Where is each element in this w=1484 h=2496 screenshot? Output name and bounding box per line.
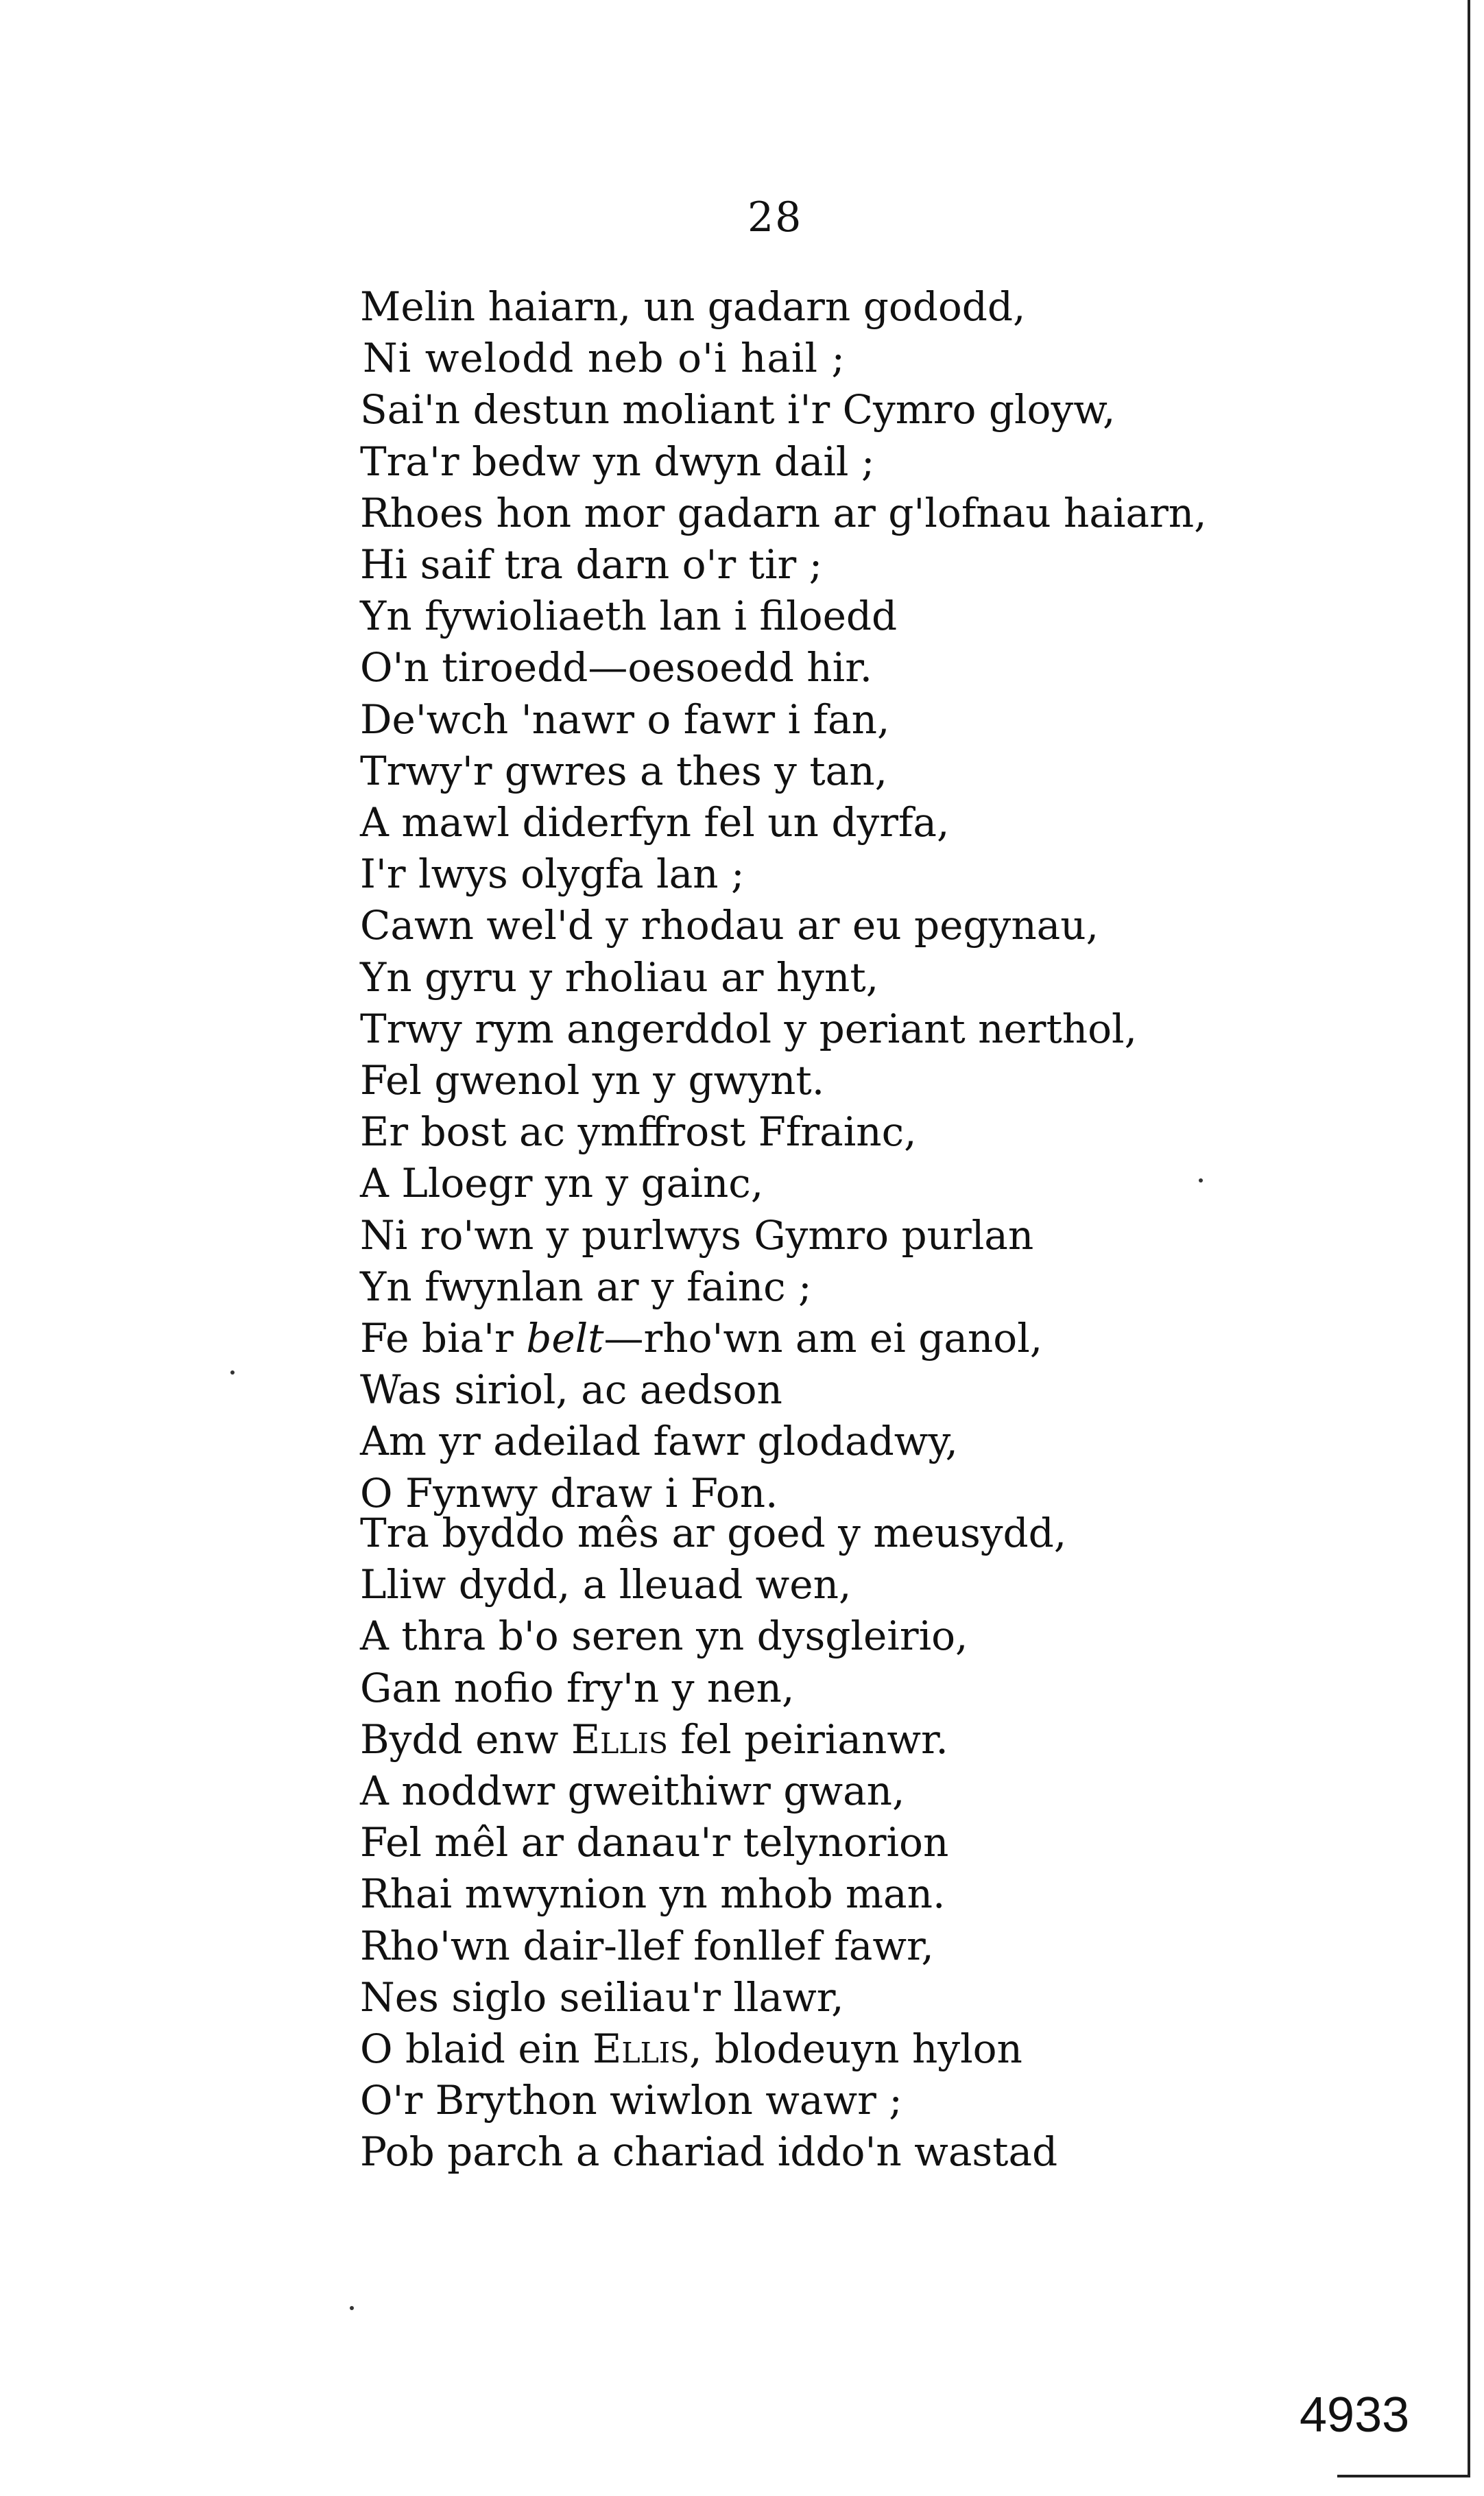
verse-line: Cawn wel'd y rhodau ar eu pegynau, [360, 902, 1099, 949]
verse-line: Rhai mwynion yn mhob man. [360, 1870, 946, 1918]
verse-line [360, 1313, 1207, 1364]
verse-line: Nes siglo seiliau'r llawr, [360, 1973, 844, 2021]
verse-line: Hi saif tra darn o'r tir ; [360, 541, 823, 589]
print-speck [350, 2306, 354, 2310]
verse-line: Am yr adeilad fawr glodadwy, [360, 1418, 958, 1465]
verse-line: Pob parch a chariad iddo'n wastad [360, 2128, 1058, 2176]
verse-line: Ni ro'wn y purlwys Gymro purlan [360, 1211, 1034, 1259]
verse-line: Er bost ac ymffrost Ffrainc, [360, 1108, 917, 1156]
catalog-number: 4933 [1300, 2388, 1410, 2442]
verse-line: Trwy rym angerddol y periant nerthol, [360, 1005, 1138, 1052]
verse-line: Tra byddo mês ar goed y meusydd, [360, 1510, 1067, 1556]
stanza-2 [360, 1508, 1066, 2178]
stanza-1 [360, 281, 1207, 1519]
verse-line: A noddwr gweithiwr gwan, [360, 1768, 905, 1815]
verse-line: I'r lwys olygfa lan ; [360, 851, 745, 898]
verse-line-text: Fe bia'r [360, 1315, 527, 1362]
verse-line: O Fynwy draw i Fon. [360, 1469, 778, 1517]
verse-line: O'n tiroedd—oesoedd hir. [360, 644, 873, 691]
verse-line-smallcaps: Ellis [571, 1715, 668, 1763]
verse-line: Yn gyru y rholiau ar hynt, [360, 953, 879, 1001]
verse-line: De'wch 'nawr o fawr i fan, [360, 696, 890, 743]
corner-rule-vertical [1468, 0, 1470, 2477]
verse-line: Fel gwenol yn y gwynt. [360, 1057, 825, 1104]
print-speck [230, 1370, 235, 1375]
verse-line: Tra'r bedw yn dwyn dail ; [360, 438, 875, 485]
verse-line: Melin haiarn, un gadarn gododd, [360, 283, 1026, 330]
verse-line: Lliw dydd, a lleuad wen, [360, 1561, 852, 1608]
verse-line: Fel mêl ar danau'r telynorion [360, 1819, 949, 1866]
verse-line: Was siriol, ac aedson [360, 1366, 782, 1414]
print-speck [1199, 1178, 1203, 1182]
verse-line-text: Bydd enw [360, 1715, 571, 1763]
verse-line: Sai'n destun moliant i'r Cymro gloyw, [360, 386, 1116, 433]
corner-rule-horizontal [1337, 2475, 1470, 2477]
verse-line: Trwy'r gwres a thes y tan, [360, 747, 888, 794]
verse-line [360, 1714, 1066, 1766]
verse-line-smallcaps: Ellis [593, 2025, 690, 2073]
verse-line-text: fel peirianwr. [667, 1715, 948, 1763]
verse-line: Yn fywioliaeth lan i filoedd [360, 593, 898, 640]
verse-line: Ni welodd neb o'i hail ; [363, 335, 846, 382]
verse-line-text: , blodeuyn hylon [689, 2025, 1022, 2073]
verse-line [360, 2023, 1066, 2075]
verse-line-text: O blaid ein [360, 2025, 593, 2073]
verse-line: A mawl diderfyn fel un dyrfa, [360, 799, 950, 846]
page-number: 28 [747, 193, 803, 241]
verse-line-text: —rho'wn am ei ganol, [603, 1315, 1043, 1362]
verse-line: Rho'wn dair-llef fonllef fawr, [360, 1922, 934, 1969]
verse-line: O'r Brython wiwlon wawr ; [360, 2077, 902, 2124]
verse-line: A Lloegr yn y gainc, [360, 1160, 764, 1207]
verse-line: Gan nofio fry'n y nen, [360, 1664, 795, 1711]
verse-line: Rhoes hon mor gadarn ar g'lofnau haiarn, [360, 489, 1207, 536]
verse-line-italic: belt [526, 1315, 604, 1362]
verse-line: A thra b'o seren yn dysgleirio, [360, 1613, 968, 1660]
verse-line: Yn fwynlan ar y fainc ; [360, 1263, 812, 1310]
